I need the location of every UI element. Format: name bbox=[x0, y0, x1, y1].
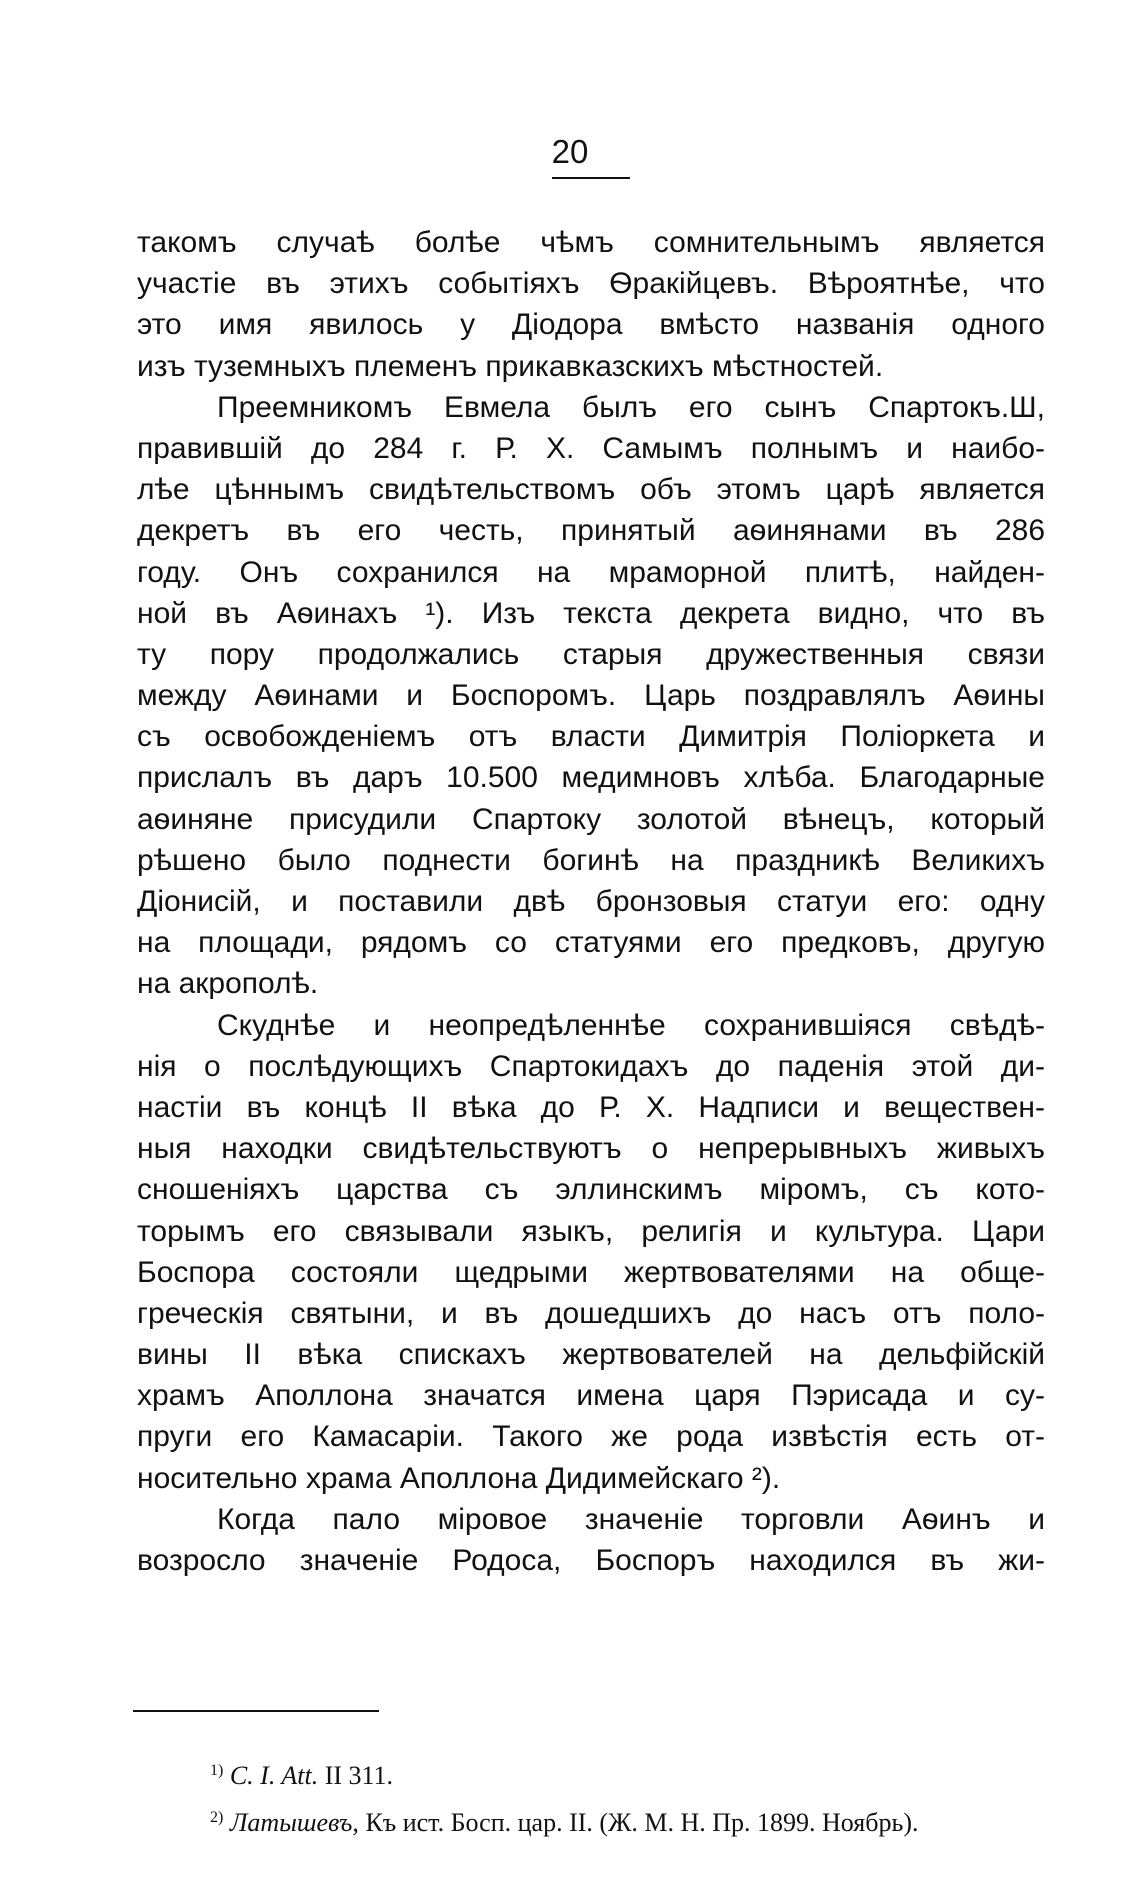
footnote-2-mark: 2) bbox=[210, 1809, 224, 1826]
text-line: пруги его Камасаріи. Такого же рода извѣстія есть от- bbox=[137, 1420, 1045, 1454]
text-line: Діонисій, и поставили двѣ бронзовыя статуи его: одну bbox=[137, 885, 1045, 918]
text-line: году. Онъ сохранился на мраморной плитѣ, найден- bbox=[137, 555, 1045, 589]
text-line: храмъ Аполлона значатся имена царя Пэрисада и су- bbox=[137, 1379, 1045, 1413]
text-line: нія о послѣдующихъ Спартокидахъ до паденія этой ди- bbox=[137, 1049, 1045, 1083]
footnote-2-author: Латышевъ, bbox=[229, 1808, 359, 1837]
footnote-2 bbox=[210, 1797, 1050, 1844]
text-line: на площади, рядомъ со статуями его предковъ, другую bbox=[137, 926, 1045, 960]
footnote-1-source: C. I. Att. bbox=[229, 1761, 319, 1790]
text-line: торымъ его связывали языкъ, религія и культура. Цари bbox=[137, 1214, 1045, 1248]
text-line: такомъ случаѣ болѣе чѣмъ сомнительнымъ является bbox=[137, 226, 1045, 259]
footnote-1-text: II 311. bbox=[318, 1761, 394, 1790]
footnote-separator bbox=[133, 1710, 379, 1712]
text-line: на акрополѣ. bbox=[137, 967, 319, 1001]
text-line: вины II вѣка спискахъ жертвователей на дельфійскій bbox=[137, 1338, 1045, 1372]
body-text bbox=[137, 222, 1045, 1581]
paragraph-start-line: Когда пало міровое значеніе торговли Аѳинъ и bbox=[217, 1502, 1045, 1536]
text-line: лѣе цѣннымъ свидѣтельствомъ объ этомъ царѣ является bbox=[137, 473, 1045, 507]
text-line: ту пору продолжались старыя дружественныя связи bbox=[137, 637, 1045, 671]
text-line: носительно храма Аполлона Дидимейскаго ²). bbox=[137, 1461, 781, 1495]
text-line: рѣшено было поднести богинѣ на праздникѣ Великихъ bbox=[137, 843, 1045, 877]
paragraph-start-line: Скуднѣе и неопредѣленнѣе сохранившіяся свѣдѣ- bbox=[217, 1008, 1045, 1042]
text-line: греческія святыни, и въ дошедшихъ до насъ отъ поло- bbox=[137, 1296, 1045, 1330]
text-line: между Аѳинами и Боспоромъ. Царь поздравлялъ Аѳины bbox=[137, 679, 1045, 713]
text-line: Боспора состояли щедрыми жертвователями на обще- bbox=[137, 1255, 1045, 1289]
text-line: съ освобожденіемъ отъ власти Димитрія Поліоркета и bbox=[137, 720, 1045, 754]
text-line: аѳиняне присудили Спартоку золотой вѣнецъ, который bbox=[137, 802, 1045, 836]
text-line: изъ туземныхъ племенъ прикавказскихъ мѣстностей. bbox=[137, 349, 884, 383]
page-number: 20 bbox=[551, 133, 589, 170]
text-line: прислалъ въ даръ 10.500 медимновъ хлѣба. Благодарные bbox=[137, 761, 1045, 795]
footnotes bbox=[210, 1750, 1050, 1844]
text-line: сношеніяхъ царства съ эллинскимъ міромъ, съ кото- bbox=[137, 1173, 1045, 1207]
footnote-1-mark: 1) bbox=[210, 1762, 224, 1779]
paragraph-start-line: Преемникомъ Евмела былъ его сынъ Спартокъ.Ш, bbox=[217, 390, 1045, 424]
page-number-underline bbox=[552, 177, 630, 179]
text-line: участіе въ этихъ событіяхъ Ѳракійцевъ. Вѣроятнѣе, что bbox=[137, 267, 1045, 301]
text-line: правившій до 284 г. Р. Х. Самымъ полнымъ и наибо- bbox=[137, 431, 1045, 465]
text-line: ныя находки свидѣтельствуютъ о непрерывныхъ живыхъ bbox=[137, 1132, 1045, 1166]
text-line: это имя явилось у Діодора вмѣсто названія одного bbox=[137, 308, 1045, 342]
text-line: настіи въ концѣ II вѣка до Р. Х. Надписи и веществен- bbox=[137, 1090, 1045, 1124]
footnote-2-text: Къ ист. Босп. цар. II. (Ж. М. Н. Пр. 1899. Ноябрь). bbox=[358, 1808, 919, 1837]
text-line: ной въ Аѳинахъ ¹). Изъ текста декрета видно, что въ bbox=[137, 596, 1045, 630]
footnote-1 bbox=[210, 1750, 1050, 1797]
text-line: декретъ въ его честь, принятый аѳинянами въ 286 bbox=[137, 514, 1045, 548]
text-line: возросло значеніе Родоса, Боспоръ находился въ жи- bbox=[137, 1544, 1045, 1577]
